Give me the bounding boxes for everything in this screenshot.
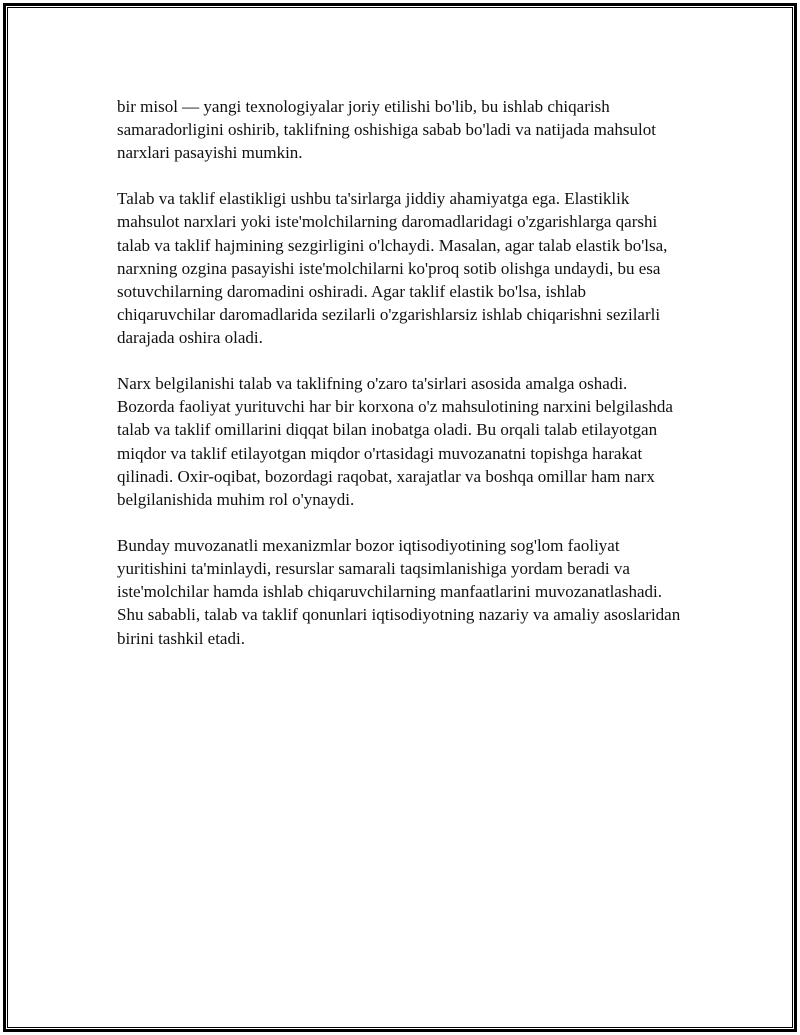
paragraph-4: Bunday muvozanatli mexanizmlar bozor iqtisodiyotining sog'lom faoliyat yuritishini ta'minlaydi, resurslar samarali taqsimlanishiga yordam beradi va iste'molchilar hamda ishlab chiqaruvchilarning manfaatlarini muvozanatlashadi. Shu sababli, talab va taklif qonunlari iqtisodiyotning nazariy va amaliy asoslaridan birini tashkil etadi.: [117, 535, 681, 648]
document-body: [117, 95, 687, 672]
paragraph-3: Narx belgilanishi talab va taklifning o'zaro ta'sirlari asosida amalga oshadi. Bozorda faoliyat yurituvchi har bir korxona o'z mahsulotining narxini belgilashda talab va taklif omillarini diqqat bilan inobatga oladi. Bu orqali talab etilayotgan miqdor va taklif etilayotgan miqdor o'rtasidagi muvozanatni topishga harakat qilinadi. Oxir-oqibat, bozordagi raqobat, xarajatlar va boshqa omillar ham narx belgilanishida muhim rol o'ynaydi.: [117, 374, 673, 510]
paragraph-1: bir misol — yangi texnologiyalar joriy etilishi bo'lib, bu ishlab chiqarish samaradorligini oshirib, taklifning oshishiga sabab bo'ladi va natijada mahsulot narxlari pasayishi mumkin.: [117, 97, 656, 163]
paragraph-2: Talab va taklif elastikligi ushbu ta'sirlarga jiddiy ahamiyatga ega. Elastiklik mahsulot narxlari yoki iste'molchilarning daromadlaridagi o'zgarishlarga qarshi talab va taklif hajmining sezgirligini o'lchaydi. Masalan, agar talab elastik bo'lsa, narxning ozgina pasayishi iste'molchilarni ko'proq sotib olishga undaydi, bu esa sotuvchilarning daromadini oshiradi. Agar taklif elastik bo'lsa, ishlab chiqaruvchilar daromadlarida sezilarli o'zgarishlarsiz ishlab chiqarishni sezilarli darajada oshira oladi.: [117, 189, 668, 348]
